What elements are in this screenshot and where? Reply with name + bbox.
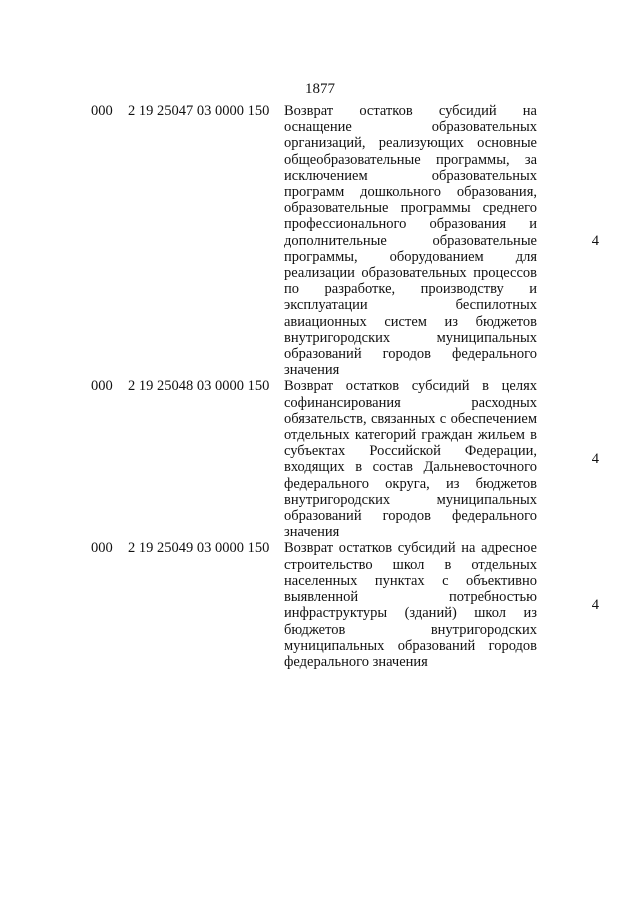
budget-codes-table — [0, 103, 640, 670]
row-amount: 4 — [591, 232, 599, 249]
row-description: Возврат остатков субсидий на адресное строительство школ в отдельных населенных пунктах с объективно выявленной потребностью инфраструктуры (зданий) школ из бюджетов внутригородских муниципальных образований городов федерального значения — [284, 540, 537, 670]
budget-classification-code: 2 19 25049 03 0000 150 — [128, 540, 270, 557]
row-description: Возврат остатков субсидий на оснащение образовательных организаций, реализующих основные общеобразовательные программы, за исключением образовательных программ дошкольного образования, образовательные программы среднего профессионального образования и дополнительные образовательные программы, оборудованием для реализации образовательных процессов по разработке, производству и эксплуатации беспилотных авиационных систем из бюджетов внутригородских муниципальных образований городов федерального значения — [284, 103, 537, 379]
admin-code: 000 — [91, 378, 113, 395]
budget-classification-code: 2 19 25048 03 0000 150 — [128, 378, 270, 395]
row-description: Возврат остатков субсидий в целях софинансирования расходных обязательств, связанных с обеспечением отдельных категорий граждан жильем в субъектах Российской Федерации, входящих в состав Дальневосточного федерального округа, из бюджетов внутригородских муниципальных образований городов федерального значения — [284, 378, 537, 541]
row-amount: 4 — [591, 597, 599, 614]
table-row — [0, 540, 640, 670]
budget-classification-code: 2 19 25047 03 0000 150 — [128, 103, 270, 119]
admin-code: 000 — [91, 103, 113, 119]
table-row — [0, 378, 640, 540]
row-amount: 4 — [591, 451, 599, 468]
page-number: 1877 — [305, 81, 335, 97]
table-row — [0, 103, 640, 378]
admin-code: 000 — [91, 540, 113, 557]
